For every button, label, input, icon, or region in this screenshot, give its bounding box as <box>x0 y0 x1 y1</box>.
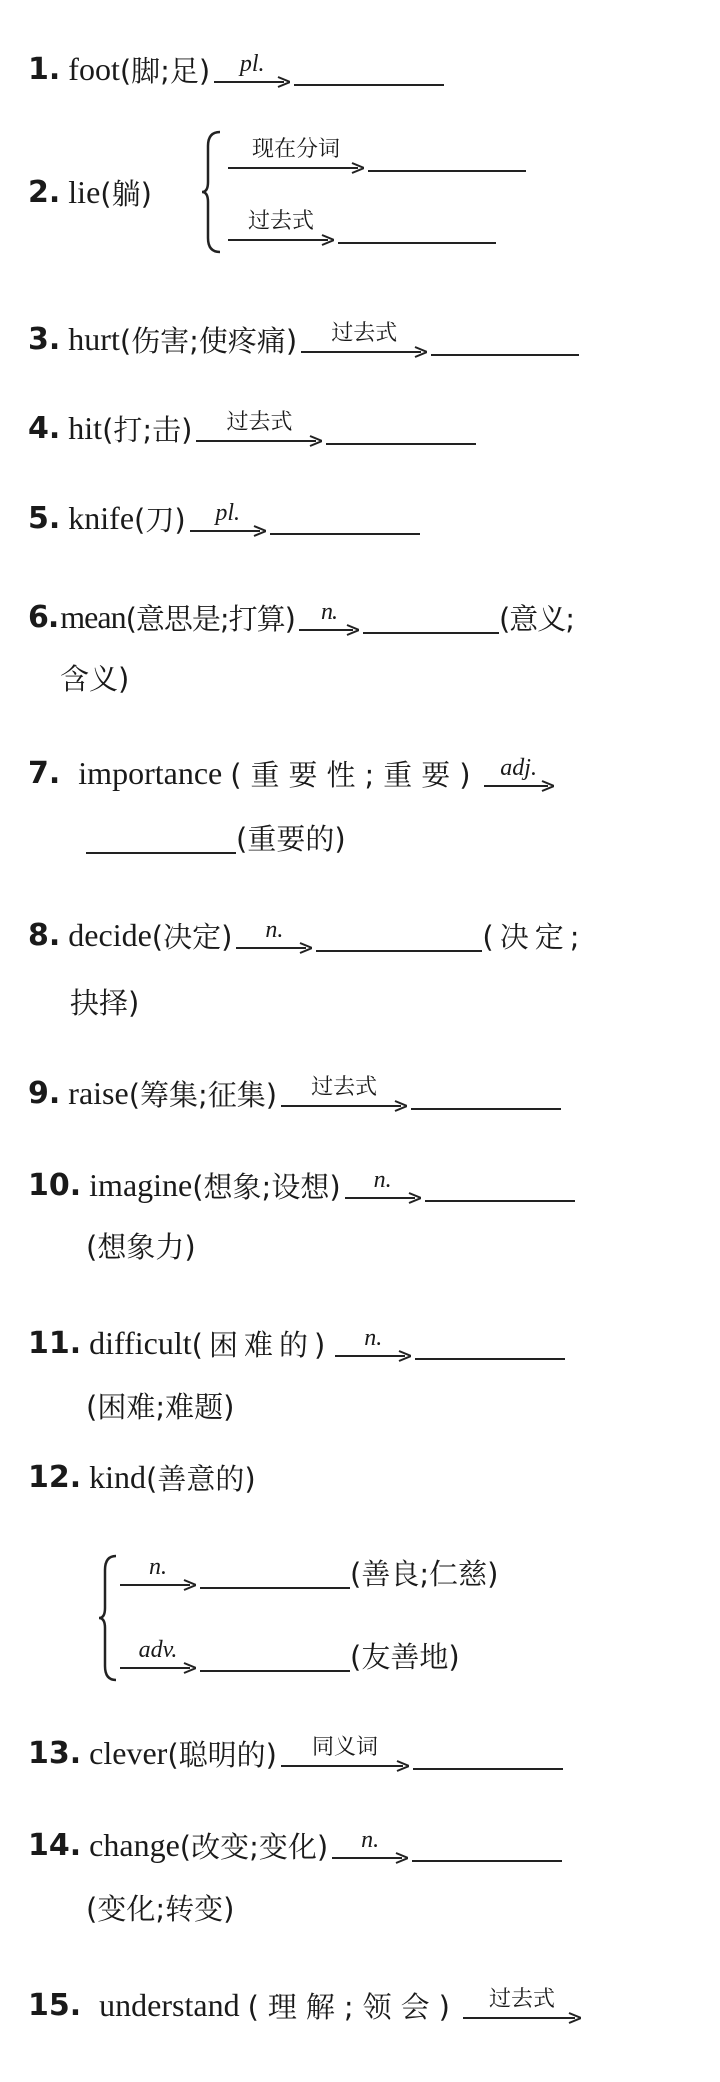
answer-blank[interactable] <box>425 1168 575 1202</box>
right-arrow-icon <box>214 76 290 88</box>
item-meaning: (打;击) <box>102 412 193 447</box>
answer-blank[interactable] <box>368 138 526 172</box>
answer-blank[interactable] <box>316 918 482 952</box>
right-arrow-icon <box>335 1350 411 1362</box>
item-meaning: (善意的) <box>146 1461 256 1496</box>
transform-arrow <box>484 742 554 792</box>
answer-blank[interactable] <box>412 1828 562 1862</box>
item-word: hurt <box>68 320 120 357</box>
item-meaning: (意思是;打算) <box>125 601 295 636</box>
answer-hint: (决定; <box>482 919 586 954</box>
item-number: 12. <box>28 1459 82 1495</box>
right-arrow-icon <box>345 1192 421 1204</box>
transform-arrow <box>301 308 427 358</box>
item-number: 15. <box>28 1987 82 2023</box>
item-word: mean <box>60 598 126 635</box>
item-word: knife <box>68 499 135 536</box>
right-arrow-icon <box>196 435 322 447</box>
item-word: hit <box>68 409 103 446</box>
item-word: raise <box>68 1074 129 1111</box>
item-word: importance <box>78 754 223 791</box>
right-arrow-icon <box>236 942 312 954</box>
item-number: 8. <box>28 917 61 953</box>
left-brace-icon <box>98 1554 118 1682</box>
transform-arrow <box>214 38 290 88</box>
item-meaning: (脚;足) <box>119 53 211 88</box>
right-arrow-icon <box>463 2012 581 2024</box>
item-meaning: (困难的) <box>191 1327 332 1362</box>
right-arrow-icon <box>301 346 427 358</box>
transform-arrow <box>299 586 359 636</box>
transform-arrow <box>196 397 322 447</box>
answer-hint: (变化;转变) <box>86 1891 235 1926</box>
item-word: kind <box>89 1458 147 1495</box>
answer-hint: (困难;难题) <box>86 1389 235 1424</box>
item-number: 6. <box>28 599 59 635</box>
arrow-label: 过去式 <box>331 321 398 346</box>
right-arrow-icon <box>332 1852 408 1864</box>
arrow-label: n. <box>265 917 284 943</box>
item-word: decide <box>68 916 152 953</box>
answer-hint: (友善地) <box>350 1639 460 1674</box>
arrow-label: 过去式 <box>311 1075 378 1100</box>
item-meaning: (聪明的) <box>167 1737 277 1772</box>
item-word: difficult <box>89 1324 192 1361</box>
transform-arrow <box>463 1974 581 2024</box>
item-word: imagine <box>89 1166 193 1203</box>
item-meaning: (理解;领会) <box>247 1989 459 2024</box>
item-word: change <box>89 1826 180 1863</box>
item-word: lie <box>68 173 101 210</box>
answer-blank[interactable] <box>338 210 496 244</box>
answer-blank[interactable] <box>411 1076 561 1110</box>
answer-blank[interactable] <box>415 1326 565 1360</box>
item-number: 9. <box>28 1075 61 1111</box>
right-arrow-icon <box>228 234 334 246</box>
item-meaning: (筹集;征集) <box>128 1077 278 1112</box>
item-meaning: (想象;设想) <box>192 1169 341 1204</box>
item-number: 3. <box>28 321 61 357</box>
answer-hint: (意义; <box>498 601 575 636</box>
right-arrow-icon <box>281 1100 407 1112</box>
item-word: clever <box>89 1734 168 1771</box>
item-meaning: (重要性;重要) <box>230 757 480 792</box>
item-meaning: (伤害;使疼痛) <box>119 323 298 358</box>
left-brace-icon <box>200 130 222 254</box>
right-arrow-icon <box>281 1760 409 1772</box>
item-word: understand <box>99 1986 240 2023</box>
answer-blank[interactable] <box>86 820 236 854</box>
item-number: 1. <box>28 51 61 87</box>
right-arrow-icon <box>190 525 266 537</box>
answer-blank[interactable] <box>200 1555 350 1589</box>
right-arrow-icon <box>228 162 364 174</box>
item-number: 13. <box>28 1735 82 1771</box>
item-number: 2. <box>28 174 61 210</box>
answer-hint: (重要的) <box>236 821 346 856</box>
answer-hint: 抉择) <box>70 985 140 1020</box>
transform-arrow <box>228 124 364 174</box>
item-number: 7. <box>28 755 61 791</box>
answer-blank[interactable] <box>431 322 579 356</box>
right-arrow-icon <box>120 1662 196 1674</box>
arrow-label: 同义词 <box>311 1735 378 1760</box>
transform-arrow <box>281 1722 409 1772</box>
arrow-label: n. <box>149 1554 167 1580</box>
item-word: foot <box>68 50 120 87</box>
transform-arrow <box>332 1814 408 1864</box>
answer-blank[interactable] <box>413 1736 563 1770</box>
arrow-label: n. <box>364 1325 383 1351</box>
transform-arrow <box>335 1312 411 1362</box>
arrow-label: 现在分词 <box>251 137 340 162</box>
answer-blank[interactable] <box>363 600 499 634</box>
item-meaning: (改变;变化) <box>179 1829 329 1864</box>
item-meaning: (刀) <box>134 502 186 537</box>
item-number: 11. <box>28 1325 82 1361</box>
answer-hint: (想象力) <box>86 1229 196 1264</box>
item-meaning: (躺) <box>100 176 152 211</box>
transform-arrow <box>190 487 266 537</box>
transform-arrow <box>345 1154 421 1204</box>
right-arrow-icon <box>120 1579 196 1591</box>
transform-arrow <box>236 904 312 954</box>
arrow-label: 过去式 <box>226 410 293 435</box>
transform-arrow <box>120 1541 196 1591</box>
arrow-label: n. <box>320 599 337 625</box>
right-arrow-icon <box>299 624 359 636</box>
answer-hint: (善良;仁慈) <box>350 1556 499 1591</box>
arrow-label: n. <box>373 1167 392 1193</box>
arrow-label: adv. <box>138 1637 178 1663</box>
item-meaning: (决定) <box>151 919 233 954</box>
transform-arrow <box>228 196 334 246</box>
transform-arrow <box>120 1624 196 1674</box>
item-number: 10. <box>28 1167 82 1203</box>
right-arrow-icon <box>484 780 554 792</box>
answer-blank[interactable] <box>270 501 420 535</box>
answer-hint: 含义) <box>60 661 130 696</box>
arrow-label: 过去式 <box>488 1987 555 2012</box>
transform-arrow <box>281 1062 407 1112</box>
answer-blank[interactable] <box>294 52 444 86</box>
answer-blank[interactable] <box>200 1638 350 1672</box>
item-number: 4. <box>28 410 61 446</box>
arrow-label: pl. <box>215 500 240 526</box>
item-number: 5. <box>28 500 61 536</box>
arrow-label: adj. <box>500 755 537 781</box>
arrow-label: n. <box>361 1827 380 1853</box>
item-number: 14. <box>28 1827 82 1863</box>
arrow-label: 过去式 <box>247 209 314 234</box>
arrow-label: pl. <box>239 51 265 77</box>
answer-blank[interactable] <box>326 411 476 445</box>
